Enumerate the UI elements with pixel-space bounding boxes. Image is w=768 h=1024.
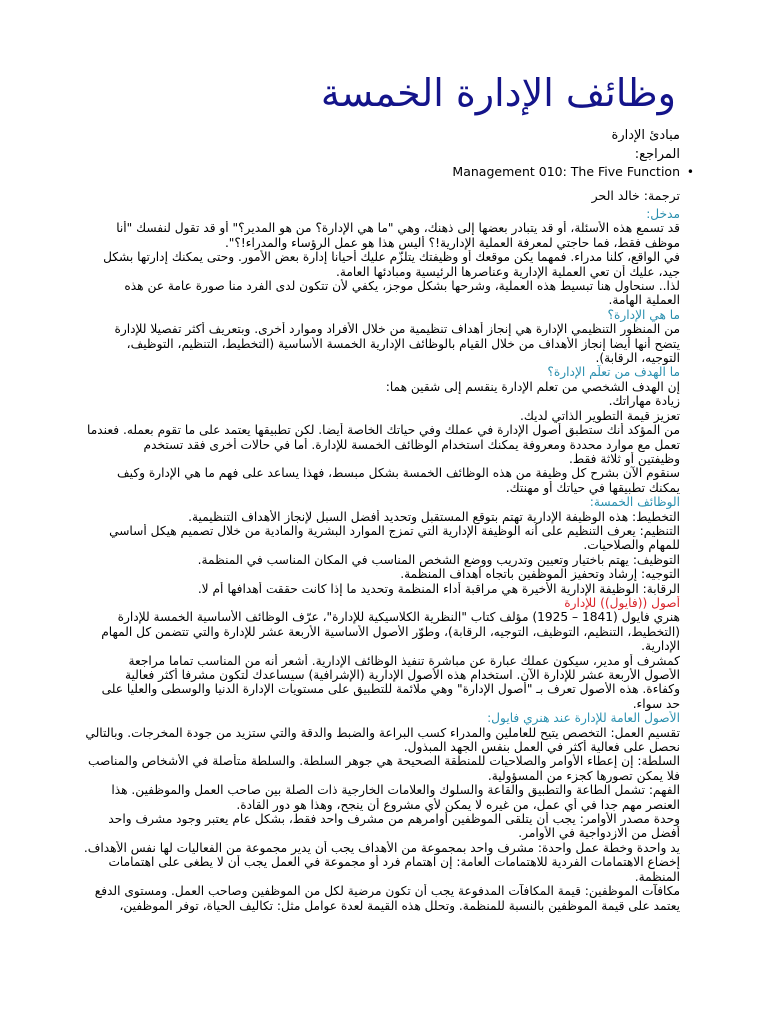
text-line: التوجيه: إرشاد وتحفيز الموظفين باتجاه أهداف المنظمة. bbox=[400, 567, 680, 582]
text-line: التنظيم: يعرف التنظيم على أنه الوظيفة الإدارية التي تمزج الموارد البشرية والمادية من خلال تصميم هيكل أساسي bbox=[109, 523, 680, 538]
text-line: الفهم: تشمل الطاعة والتطبيق والقاعة والسلوك والعلامات الخارجية ذات الصلة بين صاحب العمل والموظفين. هذا bbox=[111, 783, 680, 798]
section-heading: ما هي الإدارة؟ bbox=[607, 307, 680, 322]
section-heading: مدخل: bbox=[646, 207, 680, 221]
text-line: موظف فقط، فما حاجتي لمعرفة العملية الإدارية!؟ أليس هذا هو عمل الرؤساء والمدراء!؟". bbox=[224, 235, 680, 250]
text-line: العملية الهامة. bbox=[608, 293, 680, 308]
text-line: حد سواء. bbox=[632, 696, 680, 711]
text-line: العنصر مهم جدا في أي عمل، من غيره لا يمكن لأي مشروع أن ينجح، وهذا هو دور القادة. bbox=[236, 797, 680, 812]
references-list bbox=[66, 163, 694, 181]
text-line: هنري فايول (1841 – 1925) مؤلف كتاب "النظرية الكلاسيكية للإدارة"، عرّف الوظائف الأساسية الخمسة للإدارة bbox=[117, 610, 680, 625]
text-line: الأصول الأربعة عشر للإدارة الآن. استخدام هذه الأصول الإدارية (الإشرافية) سيساعدك لتكون مشرفا أكثر فعالية bbox=[124, 668, 680, 682]
text-line: وظيفتين أو ثلاثة فقط. bbox=[569, 451, 680, 466]
reference-item bbox=[66, 163, 694, 181]
text-line: جيد، عليك أن تعي العملية الإدارية وعناصرها الرئيسية ومبادئها العامة. bbox=[336, 264, 680, 279]
text-line: الرقابة: الوظيفة الإدارية الأخيرة هي مراقبة أداء المنظمة وتحديد ما إذا كانت حققت أهدافها أم لا. bbox=[197, 581, 680, 596]
text-line: زيادة مهاراتك. bbox=[608, 394, 680, 409]
references-label: المراجع: bbox=[634, 147, 680, 162]
reference-text: Management 010: The Five Function bbox=[452, 164, 680, 179]
text-line: كمشرف أو مدير، سيكون عملك عبارة عن مباشرة تنفيذ الوظائف الإدارية. أشعر أنه من المناسب تماما مراجعة bbox=[128, 653, 680, 668]
translator-credit: ترجمة: خالد الحر bbox=[591, 188, 680, 203]
text-line: السلطة: إن إعطاء الأوامر والصلاحيات للمنطقة الصحيحة هي جوهر السلطة. والسلطة متأصلة في الأشخاص والمناصب bbox=[87, 754, 680, 769]
text-line: لذا.. سنحاول هنا تبسيط هذه العملية، وشرحها بشكل موجز، يكفي لأن تتكون لدى الفرد منا صورة عامة عن هذه bbox=[124, 279, 680, 294]
text-line: وكفاءة. هذه الأصول تعرف بـ "أصول الإدارة" وهي ملائمة للتطبيق على مستويات الإدارة الدنيا والوسطى والعليا على bbox=[101, 682, 680, 697]
text-line: نحصل على فعالية أكثر في العمل بنفس الجهد المبذول. bbox=[403, 740, 680, 755]
text-line: قد تسمع هذه الأسئلة، أو قد يتبادر بعضها إلى ذهنك، وهي "ما هي الإدارة؟ من هو المدير؟" أو قد تقول لنفسك "أنا bbox=[116, 221, 680, 236]
text-line: التخطيط: هذه الوظيفة الإدارية تهتم بتوقع المستقبل وتحديد أفضل السبل لإنجاز الأهداف التنظيمية. bbox=[188, 509, 680, 524]
text-line: تقسيم العمل: التخصص يتيح للعاملين والمدراء كسب البراعة والضبط والدقة والتي ستزيد من جودة المخرجات. وبالتالي bbox=[85, 725, 680, 740]
section-heading: أصول ((فايول)) للإدارة bbox=[564, 595, 680, 610]
text-line: مكافآت الموظفين: قيمة المكافآت المدفوعة يجب أن تكون مرضية لكل من الموظفين وصاحب العمل. ومستوى الدفع bbox=[94, 884, 680, 899]
text-line: من المنظور التنظيمي الإدارة هي إنجاز أهداف تنظيمية من خلال الأفراد وموارد أخرى. وبتعريف أكثر تفصيلا للإدارة bbox=[114, 322, 680, 337]
text-line: فلا يمكن تصورها كجزء من المسؤولية. bbox=[487, 768, 680, 783]
text-line: (التخطيط، التنظيم، التوظيف، التوجيه، الرقابة)، وطوّر الأصول الأساسية الأربعة عشر للإدارة والتي تتضمن كل المهام bbox=[101, 624, 680, 639]
text-line: من المؤكد أنك ستطبق أصول الإدارة في عملك وفي حياتك الخاصة أيضا. لكن تطبيقها يعتمد على ما تقوم بعمله. فعندما bbox=[87, 423, 680, 438]
section-heading: الأصول العامة للإدارة عند هنري فايول: bbox=[487, 711, 680, 726]
text-line: يتضح أنها أيضا إنجاز الأهداف من خلال القيام بالوظائف الإدارية الخمسة الأساسية (التخطيط، التنظيم، التوظيف، bbox=[126, 336, 680, 351]
text-line: إخضاع الاهتمامات الفردية للاهتمامات العامة: إن اهتمام فرد أو مجموعة في العمل يجب أن لا يطغى على اهتمامات bbox=[108, 855, 680, 870]
text-line: للمهام والصلاحيات. bbox=[583, 538, 680, 553]
text-line: في الواقع، كلنا مدراء. فمهما يكن موقعك أو وظيفتك يتلزّم عليك أحيانا إدارة بعض الأمور. وحتى يمكنك إدارتها بشكل bbox=[103, 250, 680, 265]
bullet-icon: • bbox=[686, 165, 694, 179]
document-title: وظائف الإدارة الخمسة bbox=[320, 71, 676, 115]
text-line: الإدارية. bbox=[641, 639, 680, 654]
text-line: وحدة مصدر الأوامر: يجب أن يتلقى الموظفين أوامرهم من مشرف واحد فقط، بشكل عام يعتبر وجود مشرف واحد bbox=[108, 812, 680, 827]
text-line: تعمل مع موارد محددة ومعروفة يمكنك استخدام الوظائف الخمسة للإدارة. أما في حالات أخرى فقد تستخدم bbox=[143, 437, 680, 452]
text-line: تعزيز قيمة التطوير الذاتي لديك. bbox=[520, 408, 680, 423]
document-subtitle: مبادئ الإدارة bbox=[611, 128, 680, 143]
text-line: يد واحدة وخطة عمل واحدة: مشرف واحد بمجموعة من الأهداف يجب أن يدير مجموعة من الفعاليات لها نفس الأهداف. bbox=[83, 840, 680, 855]
text-line: سنقوم الآن بشرح كل وظيفة من هذه الوظائف الخمسة بشكل مبسط، فهذا يساعد على فهم ما هي الإدارة وكيف bbox=[117, 466, 680, 481]
document-body bbox=[66, 207, 680, 913]
section-heading: الوظائف الخمسة: bbox=[589, 495, 680, 510]
text-line: أفضل من الازدواجية في الأوامر. bbox=[518, 826, 680, 841]
text-line: التوجيه، الرقابة). bbox=[595, 351, 680, 366]
text-line: التوظيف: يهتم باختيار وتعيين وتدريب ووضع الشخص المناسب في المكان المناسب في المنظمة. bbox=[197, 552, 680, 567]
section-heading: ما الهدف من تعلّم الإدارة؟ bbox=[547, 365, 680, 380]
text-line: المنظمة. bbox=[634, 869, 680, 884]
text-line: إن الهدف الشخصي من تعلم الإدارة ينقسم إلى شقين هما: bbox=[385, 379, 680, 394]
text-line: يعتمد على قيمة الموظفين بالنسبة للمنظمة. وتحلل هذه القيمة لعدة عوامل مثل: تكاليف الحياة، توفر الموظفين، bbox=[119, 898, 680, 913]
text-line: يمكنك تطبيقها في حياتك أو مهنتك. bbox=[505, 480, 680, 495]
